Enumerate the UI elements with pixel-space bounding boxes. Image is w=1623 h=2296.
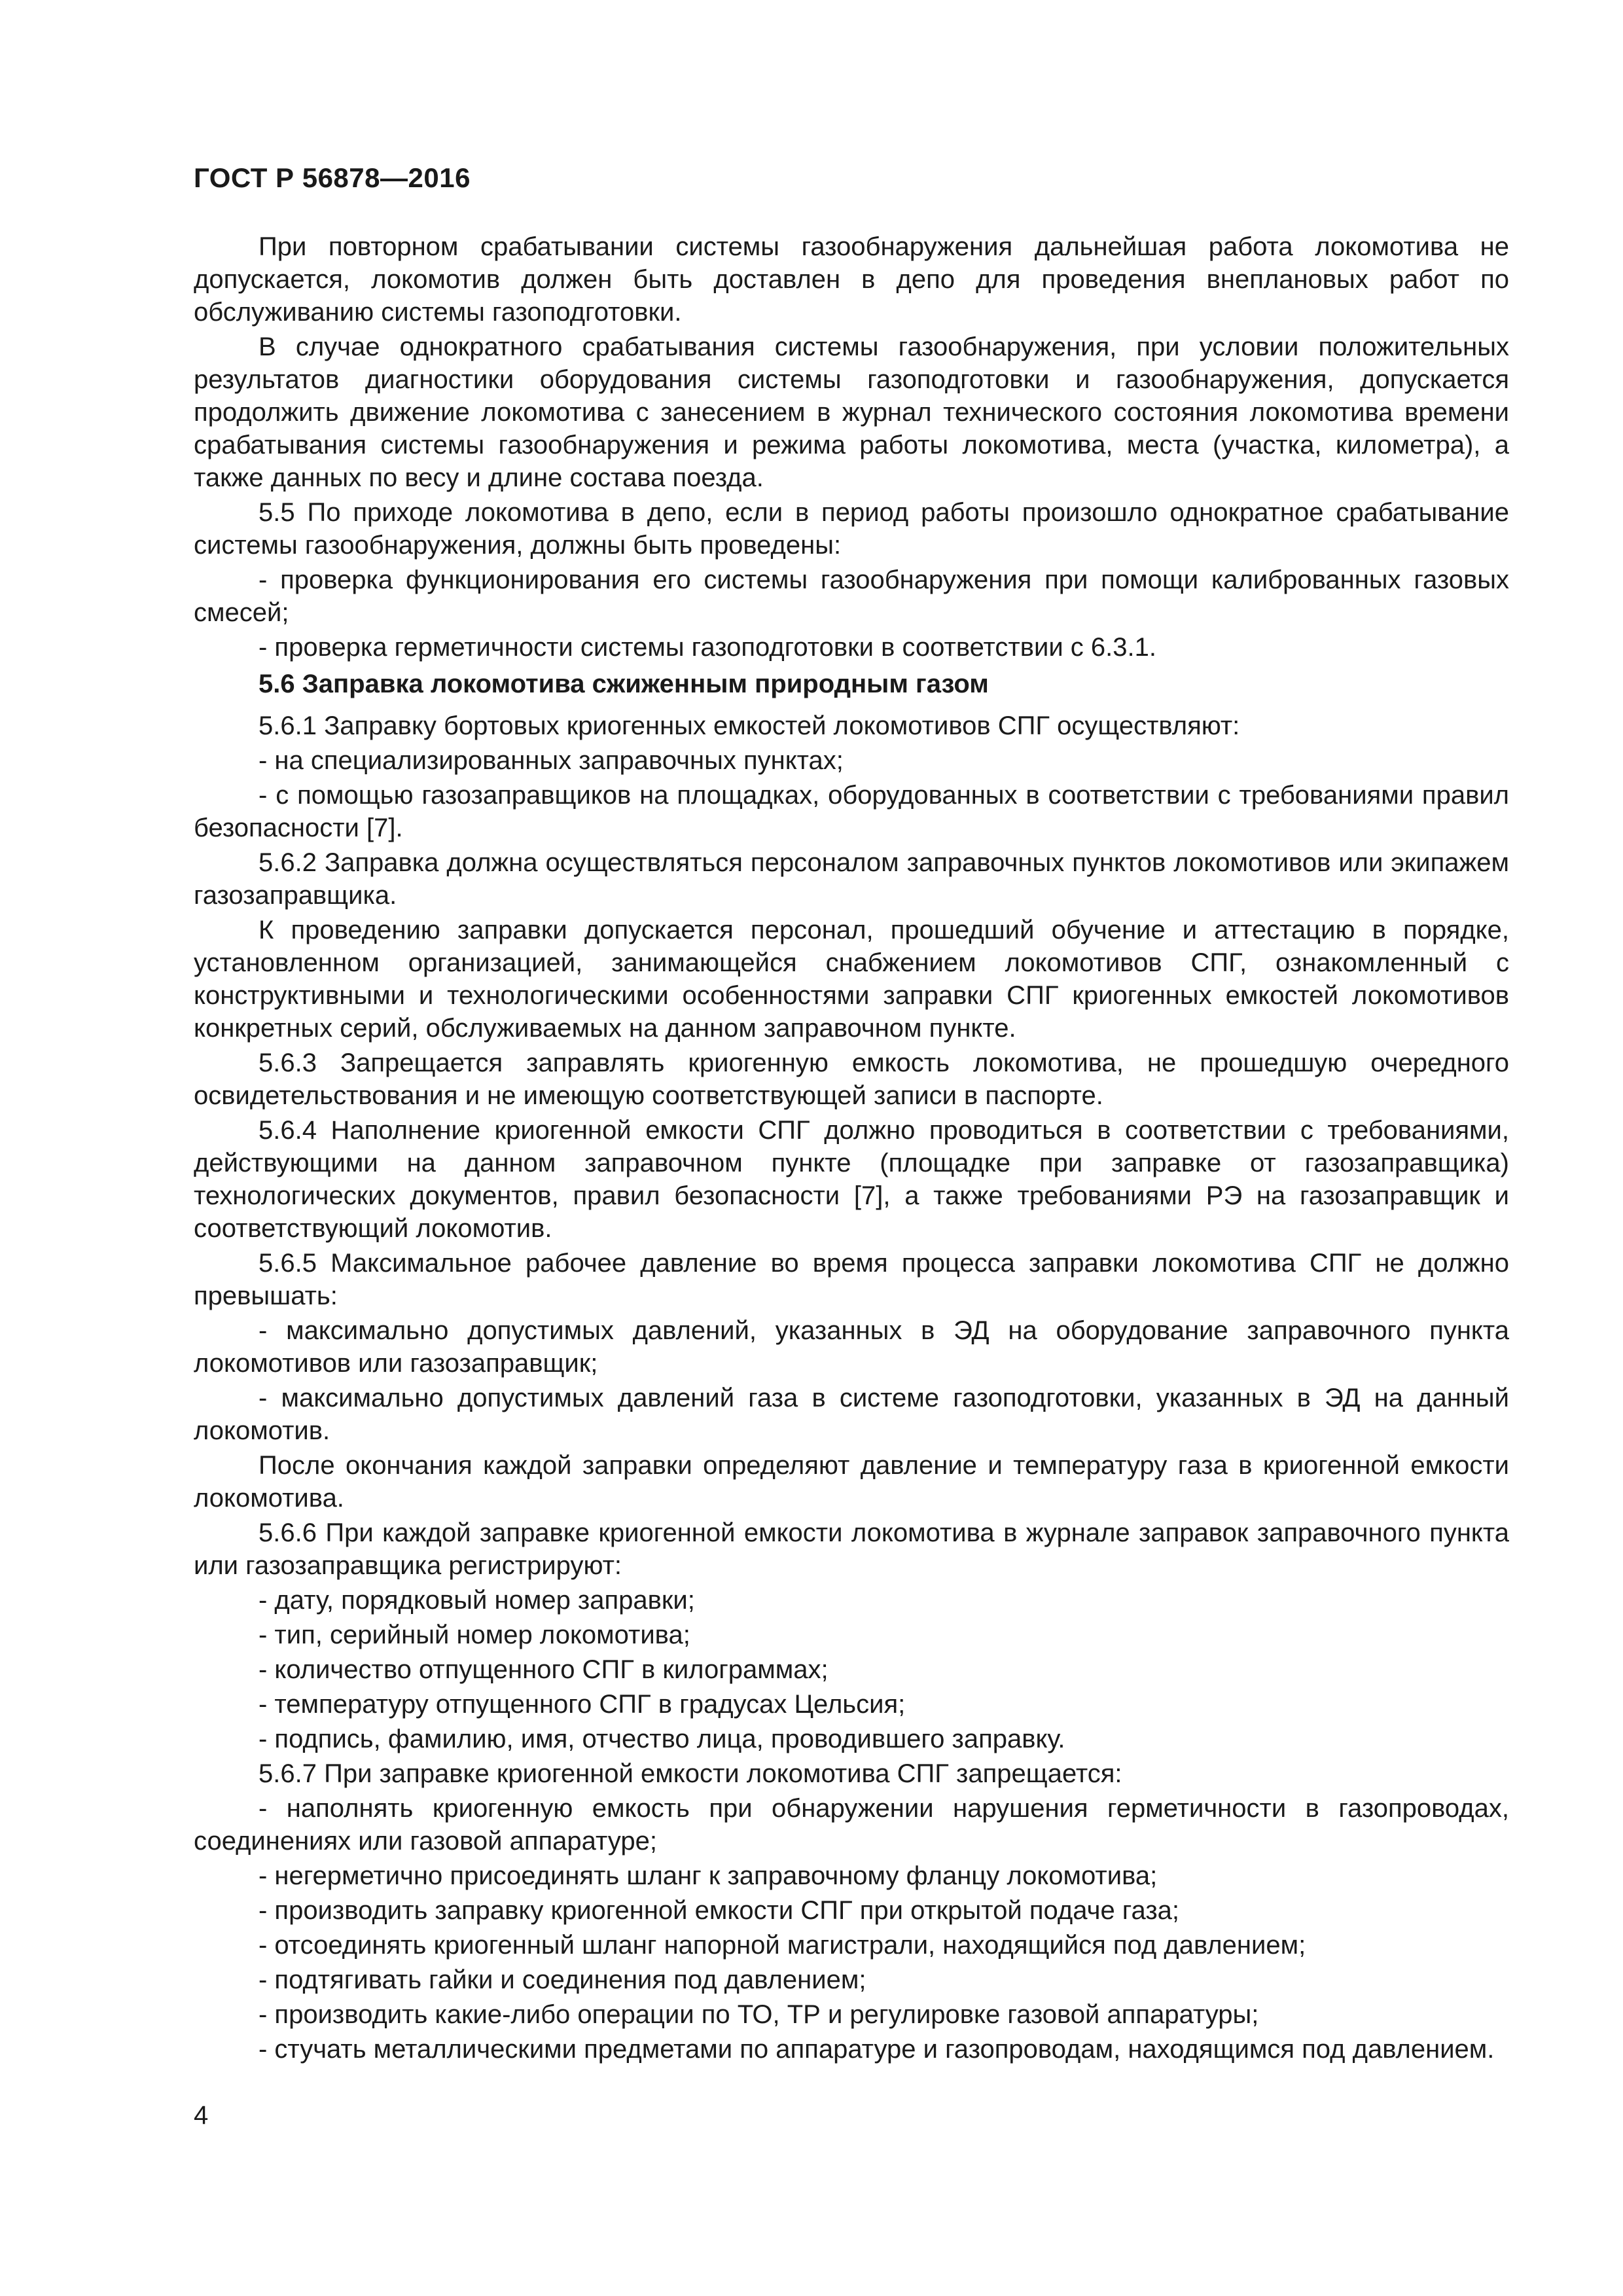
paragraph: 5.6.1 Заправку бортовых криогенных емкостей локомотивов СПГ осуществляют: bbox=[259, 711, 1240, 740]
paragraph: - производить какие-либо операции по ТО, ТР и регулировке газовой аппаратуры; bbox=[259, 2000, 1259, 2029]
paragraph: - стучать металлическими предметами по аппаратуре и газопроводам, находящимся под давлением. bbox=[259, 2035, 1495, 2064]
paragraph: - негерметично присоединять шланг к заправочному фланцу локомотива; bbox=[259, 1861, 1158, 1890]
paragraph: - проверка герметичности системы газоподготовки в соответствии с 6.3.1. bbox=[259, 633, 1156, 662]
paragraph: 5.6.4 Наполнение криогенной емкости СПГ должно проводиться в соответствии с требованиями, действующими на данном заправочном пункте (площадке при заправке от газозаправщика) технологических документов, правил безопасности [7], а также требованиями РЭ на газозаправщик и соответствующий локомотив. bbox=[194, 1116, 1509, 1243]
paragraph: - подтягивать гайки и соединения под давлением; bbox=[259, 1965, 866, 1994]
paragraph: При повторном срабатывании системы газообнаружения дальнейшая работа локомотива не допускается, локомотив должен быть доставлен в депо для проведения внеплановых работ по обслуживанию системы газоподготовки. bbox=[194, 232, 1509, 327]
paragraph: 5.6.6 При каждой заправке криогенной емкости локомотива в журнале заправок заправочного пункта или газозаправщика регистрируют: bbox=[194, 1518, 1509, 1580]
paragraph: 5.6.7 При заправке криогенной емкости локомотива СПГ запрещается: bbox=[259, 1759, 1122, 1788]
paragraph: - отсоединять криогенный шланг напорной магистрали, находящийся под давлением; bbox=[259, 1931, 1306, 1960]
page-number: 4 bbox=[194, 2101, 209, 2130]
paragraph: 5.6.3 Запрещается заправлять криогенную емкость локомотива, не прошедшую очередного освидетельствования и не имеющую соответствующей записи в паспорте. bbox=[194, 1049, 1509, 1110]
paragraph: - проверка функционирования его системы газообнаружения при помощи калиброванных газовых смесей; bbox=[194, 565, 1509, 627]
paragraph: - максимально допустимых давлений газа в системе газоподготовки, указанных в ЭД на данный локомотив. bbox=[194, 1384, 1509, 1445]
paragraph: 5.6.2 Заправка должна осуществляться персоналом заправочных пунктов локомотивов или экипажем газозаправщика. bbox=[194, 848, 1509, 910]
paragraph: В случае однократного срабатывания системы газообнаружения, при условии положительных результатов диагностики оборудования системы газоподготовки и газообнаружения, допускается продолжить движение локомотива с занесением в журнал технического состояния локомотива времени срабатывания системы газообнаружения и режима работы локомотива, места (участка, километра), а также данных по весу и длине состава поезда. bbox=[194, 332, 1509, 492]
document-body bbox=[194, 230, 1509, 2068]
paragraph: - дату, порядковый номер заправки; bbox=[259, 1586, 695, 1615]
paragraph: - максимально допустимых давлений, указанных в ЭД на оборудование заправочного пункта локомотивов или газозаправщик; bbox=[194, 1316, 1509, 1378]
paragraph: 5.6.5 Максимальное рабочее давление во время процесса заправки локомотива СПГ не должно превышать: bbox=[194, 1249, 1509, 1310]
section-heading: 5.6 Заправка локомотива сжиженным природным газом bbox=[259, 670, 989, 698]
paragraph: - с помощью газозаправщиков на площадках, оборудованных в соответствии с требованиями правил безопасности [7]. bbox=[194, 781, 1509, 842]
paragraph: - наполнять криогенную емкость при обнаружении нарушения герметичности в газопроводах, соединениях или газовой аппаратуре; bbox=[194, 1794, 1509, 1856]
paragraph: - тип, серийный номер локомотива; bbox=[259, 1621, 690, 1649]
paragraph: - количество отпущенного СПГ в килограммах; bbox=[259, 1655, 829, 1684]
paragraph: - температуру отпущенного СПГ в градусах Цельсия; bbox=[259, 1690, 906, 1719]
paragraph: К проведению заправки допускается персонал, прошедший обучение и аттестацию в порядке, установленном организацией, занимающейся снабжением локомотивов СПГ, ознакомленный с конструктивными и технологическими особенностями заправки СПГ криогенных емкостей локомотивов конкретных серий, обслуживаемых на данном заправочном пункте. bbox=[194, 916, 1509, 1043]
paragraph: - на специализированных заправочных пунктах; bbox=[259, 746, 844, 775]
paragraph: - подпись, фамилию, имя, отчество лица, проводившего заправку. bbox=[259, 1725, 1065, 1753]
paragraph: После окончания каждой заправки определяют давление и температуру газа в криогенной емкости локомотива. bbox=[194, 1451, 1509, 1513]
document-header: ГОСТ Р 56878—2016 bbox=[194, 162, 471, 193]
paragraph: 5.5 По приходе локомотива в депо, если в период работы произошло однократное срабатывание системы газообнаружения, должны быть проведены: bbox=[194, 498, 1509, 560]
paragraph: - производить заправку криогенной емкости СПГ при открытой подаче газа; bbox=[259, 1896, 1180, 1925]
